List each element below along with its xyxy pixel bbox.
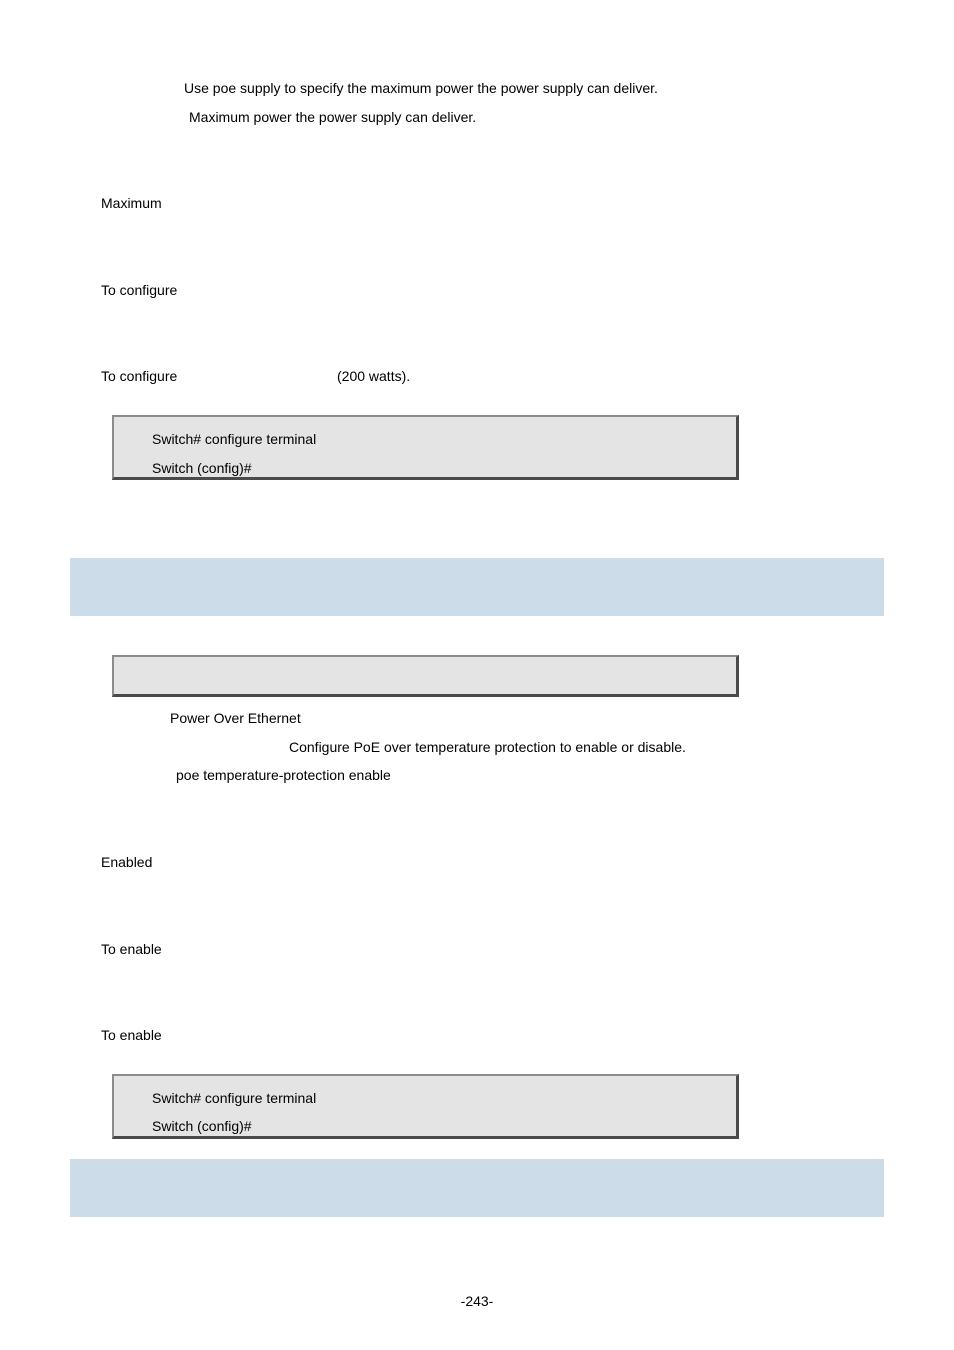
page-number: -243- — [460, 1293, 494, 1309]
usage-text: To configure — [101, 282, 178, 298]
mode-text: Power Over Ethernet — [170, 710, 301, 726]
description-text: Configure PoE over temperature protection to enable or disable. — [289, 739, 686, 755]
parameter-text: Maximum power the power supply can deliver. — [189, 109, 477, 125]
command-syntax-box — [112, 655, 739, 697]
section-header-band — [70, 1159, 884, 1217]
code-line: Switch (config)# — [152, 1118, 252, 1134]
code-line: Switch (config)# — [152, 460, 252, 476]
example-text: To enable — [101, 1027, 162, 1043]
example-note: (200 watts). — [337, 368, 411, 384]
example-text: To configure — [101, 368, 178, 384]
default-value: Enabled — [101, 854, 153, 870]
section-header-band — [70, 558, 884, 616]
code-line: Switch# configure terminal — [152, 1090, 317, 1106]
syntax-text: poe temperature-protection enable — [176, 767, 391, 783]
code-example-box — [112, 415, 739, 480]
usage-text: To enable — [101, 941, 162, 957]
code-example-box — [112, 1074, 739, 1139]
default-value: Maximum — [101, 195, 162, 211]
code-line: Switch# configure terminal — [152, 431, 317, 447]
description-text: Use poe supply to specify the maximum power the power supply can deliver. — [184, 80, 658, 96]
